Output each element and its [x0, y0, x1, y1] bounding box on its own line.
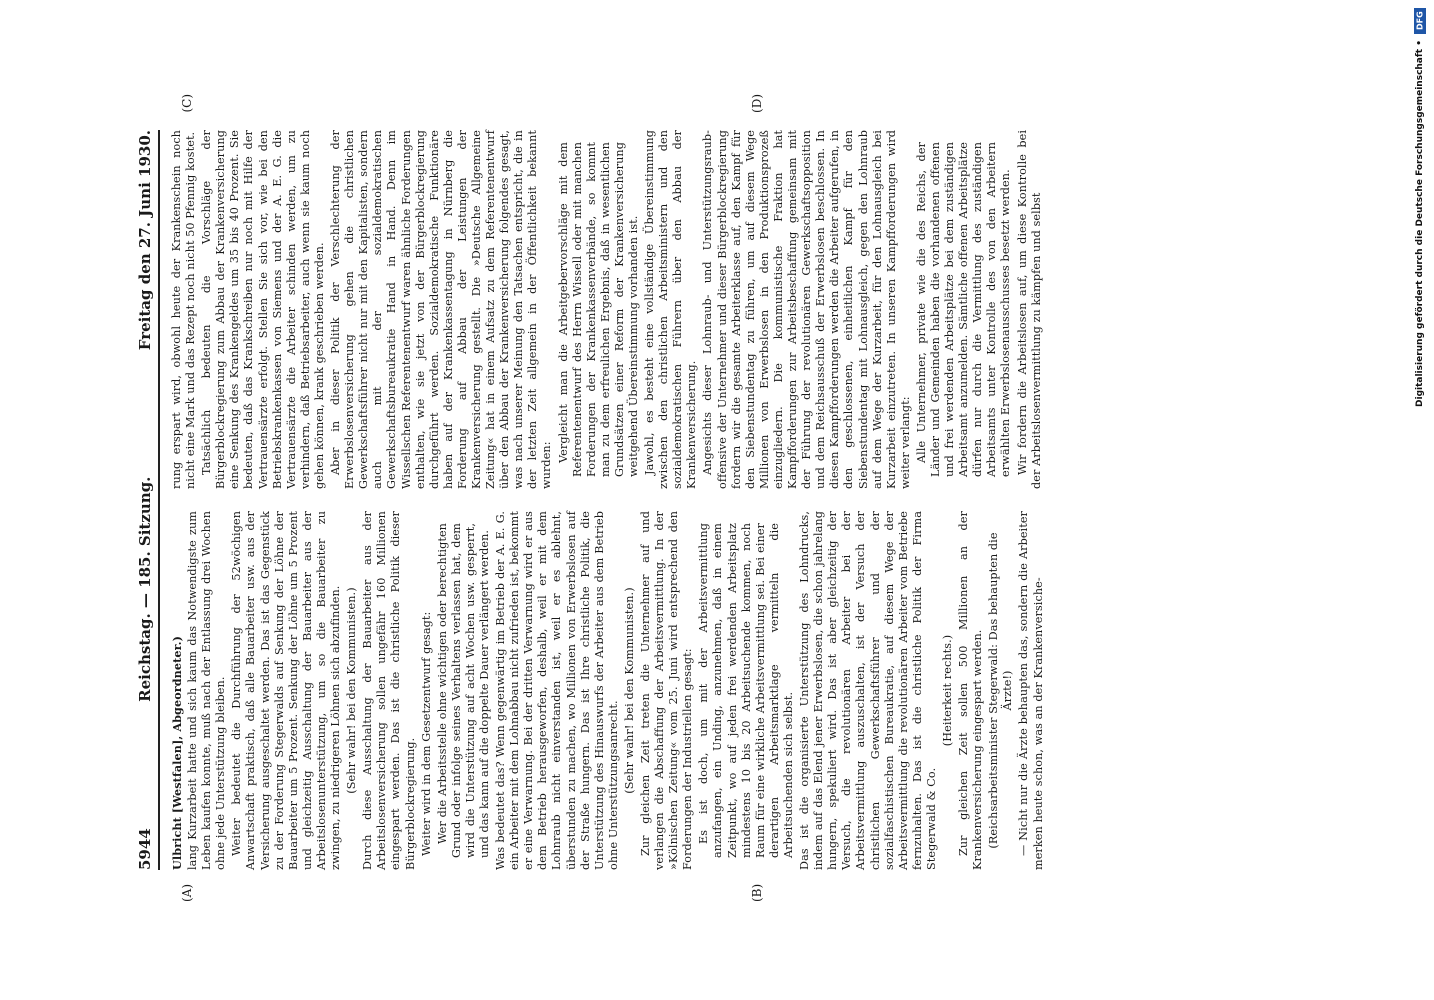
paragraph: — Nicht nur die Ärzte behaupten das, sondern die Arbeiter merken heute schon, was an der Krankenversiche- [1017, 511, 1045, 870]
text-columns [170, 130, 1300, 870]
margin-mark-c: (C) [180, 94, 194, 113]
speaker-line: Ulbricht [Westfalen], Abgeordneter.) [170, 636, 184, 870]
margin-mark-b: (B) [750, 883, 764, 902]
margin-mark-d: (D) [750, 94, 764, 113]
paragraph: Zur gleichen Zeit sollen 500 Millionen an der Krankenversicherung eingespart werden. [957, 511, 985, 870]
paragraph: Das ist die organisierte Unterstützung des Lohndrucks, indem auf das Elend jener Erwerbslosen, die schon jahrelang hungern, spekuliert wird. Das ist aber gleichzeitig der Versuch, die revolutionären Arbeiter bei der Arbeitsvermittlung auszuschalten, ist der Versuch der christlichen Gewerkschaftsführer und der sozialfaschistischen Bureaukratie, auf diesem Wege der Arbeitsvermittlung die revolutionären Arbeiter vom Betriebe fernzuhalten. Das ist die christliche Politik der Firma Stegerwald & Co. [798, 511, 938, 870]
quoted-paragraph: Es ist doch, um mit der Arbeitsvermittlung anzufangen, ein Unding, anzunehmen, daß in einem Zeitpunkt, wo auf jeden frei werdenden Arbeitsplatz mindestens 10 bis 20 Arbeitsuchende kommen, noch Raum für eine wirkliche Arbeitsvermittlung sei. Bei einer derartigen Arbeitsmarktlage vermitteln die Arbeitsuchenden sich selbst. [697, 523, 795, 858]
paragraph: rung erspart wird, obwohl heute der Krankenschein noch nicht eine Mark und das Rezept noch nicht 50 Pfennig kostet. [170, 130, 198, 489]
paragraph: lang Kurzarbeit hatte und sich kaum das Notwendigste zum Leben kaufen konnte, muß nach der Entlassung drei Wochen ohne jede Unterstützung bleiben. [186, 511, 228, 870]
dfg-logo-icon: DFG [1414, 8, 1426, 34]
right-column [170, 130, 1300, 489]
paragraph: Durch diese Ausschaltung der Bauarbeiter aus der Arbeitslosenversicherung sollen ungefähr 160 Millionen eingespart werden. Das ist die christliche Politik dieser Bürgerblockregierung. [361, 511, 417, 870]
paragraph: Weiter bedeutet die Durchführung der 52wöchigen Anwartschaft praktisch, daß alle Bauarbeiter usw. aus der Versicherung ausgeschaltet werden. Das ist das Gegenstück zu der Forderung Stegerwalds auf Senkung der Löhne der Bauarbeiter um 5 Prozent. Senkung der Löhne um 5 Prozent und gleichzeitig Ausschaltung der Bauarbeiter aus der Arbeitslosenunterstützung, um so die Bauarbeiter zu zwingen, zu niedrigeren Löhnen sich abzufinden. [230, 511, 343, 870]
quoted-paragraph: Alle Unternehmer, private wie die des Reichs, der Länder und Gemeinden haben die vorhandenen offenen und frei werdenden Arbeitsplätze bei dem zuständigen Arbeitsamt anzumelden. Sämtliche offenen Arbeitsplätze dürfen nur durch die Vermittlung des zuständigen Arbeitsamts unter Kontrolle des von den Arbeitern erwählten Erwerbslosenausschusses besetzt werden. [914, 142, 1013, 477]
page-header [128, 130, 160, 870]
quoted-paragraph: Wer die Arbeitsstelle ohne wichtigen oder berechtigten Grund oder infolge seines Verhaltens verlassen hat, dem wird die Unterstützung auf acht Wochen usw. gesperrt, und das kann auf die doppelte Dauer verlängert werden. [435, 523, 491, 858]
paragraph: Was bedeutet das? Wenn gegenwärtig im Betrieb der A. E. G. ein Arbeiter mit dem Lohnabbau nicht zufrieden ist, bekommt er eine Verwarnung. Bei der dritten Verwarnung wird er aus dem Betrieb herausgeworfen, deshalb, weil er mit dem Lohnraub nicht einverstanden ist, weil er es ablehnt, überstunden zu machen, wo Millionen von Erwerbslosen auf der Straße hungern. Das ist Ihre christliche Politik, die Unterstützung des Hinauswurfs der Arbeiter aus dem Betrieb ohne Unterstützungsanrecht. [494, 511, 620, 870]
paragraph: Zur gleichen Zeit treten die Unternehmer auf und verlangen die Abschaffung der Arbeitsvermittlung. In der »Kölnischen Zeitung« vom 25. Juni wird entsprechend den Forderungen der Industriellen gesagt: [639, 511, 695, 870]
interjection: (Sehr wahr! bei den Kommunisten.) [345, 587, 359, 794]
paragraph: Wir fordern die Arbeitslosen auf, um diese Kontrolle bei der Arbeitslosenvermittlung zu kämpfen und selbst [1015, 130, 1043, 489]
paragraph: Angesichts dieser Lohnraub- und Unterstützungsraub-offensive der Unternehmer und dieser Bürgerblockregierung fordern wir die gesamte Arbeiterklasse auf, den Kampf für den Siebenstundentag zu führen, um auf diesem Wege Millionen von Erwerbslosen in den Produktionsprozeß einzugliedern. Die kommunistische Fraktion hat Kampfforderungen zur Arbeitsbeschaffung gemeinsam mit der Führung der revolutionären Gewerkschaftsopposition und dem Reichsausschuß der Erwerbslosen beschlossen. In diesen Kampfforderungen werden die Arbeiter aufgerufen, in den geschlossenen, einheitlichen Kampf für den Siebenstundentag mit Lohnausgleich, gegen den Lohnraub auf dem Wege der Kurzarbeit, für den Lohnausgleich bei Kurzarbeit einzutreten. In unseren Kampfforderungen wird weiter verlangt: [701, 130, 912, 489]
interjection: (Heiterkeit rechts.) [940, 634, 954, 747]
page-number: 5944 [136, 828, 154, 870]
session-title: Reichstag. — 185. Sitzung. [136, 476, 154, 702]
paragraph: Weiter wird in dem Gesetzentwurf gesagt: [419, 611, 433, 856]
digitization-credit-strip [1412, 8, 1428, 992]
paragraph: Tatsächlich bedeuten die Vorschläge der Bürgerblockregierung zum Abbau der Krankenversicherung eine Senkung des Krankengeldes um 35 bis 40 Prozent. Sie bedeuten, daß das Krankschreiben nur noch mit Hilfe der Vertrauensärzte erfolgt. Stellen Sie sich vor, wie bei den Betriebskrankenkassen von Siemens und der A. E. G. die Vertrauensärzte die Arbeiter schinden werden, um zu verhindern, daß Betriebsarbeiter, auch wenn sie kaum noch gehen können, krank geschrieben werden. [200, 130, 326, 489]
paragraph: Aber in dieser Politik der Verschlechterung der Erwerbslosenversicherung gehen die christlichen Gewerkschaftsführer nicht nur mit den Kapitalisten, sondern auch mit der sozialdemokratischen Gewerkschaftsbureaukratie Hand in Hand. Denn im Wissellschen Referentenentwurf waren ähnliche Forderungen enthalten, wie sie jetzt von der Bürgerblockregierung durchgeführt werden. Sozialdemokratische Funktionäre haben auf der Krankenkassentagung in Nürnberg die Forderung auf Abbau der Leistungen der Krankenversicherung gestellt. Die »Deutsche Allgemeine Zeitung« hat in einem Aufsatz zu dem Referentenentwurf über den Abbau der Krankenversicherung folgendes gesagt, was nach unserer Meinung den Tatsachen entspricht, die in der letzten Zeit allgemein in der Öffentlichkeit bekannt wurden: [329, 130, 554, 489]
quoted-paragraph: Vergleicht man die Arbeitgebervorschläge mit dem Referentenentwurf des Herrn Wissell oder mit manchen Forderungen der Krankenkassenverbände, so kommt man zu dem erfreulichen Ergebnis, daß in wesentlichen Grundsätzen einer Reform der Krankenversicherung weitgehend Übereinstimmung vorhanden ist. [556, 142, 640, 477]
session-date: Freitag den 27. Juni 1930. [136, 130, 154, 351]
digitization-credit: Digitalisierung gefördert durch die Deutsche Forschungsgemeinschaft • [1415, 40, 1425, 407]
left-column [170, 511, 1300, 870]
interjection: (Reichsarbeitsminister Stegerwald: Das behaupten die Ärzte!) [987, 532, 1015, 849]
interjection: (Sehr wahr! bei den Kommunisten.) [622, 587, 636, 794]
margin-mark-a: (A) [180, 883, 194, 902]
paragraph: Jawohl, es besteht eine vollständige Übereinstimmung zwischen den christlichen Arbeitsministern und den sozialdemokratischen Führern über den Abbau der Krankenversicherung. [643, 130, 699, 489]
reichstag-page [110, 90, 1330, 910]
